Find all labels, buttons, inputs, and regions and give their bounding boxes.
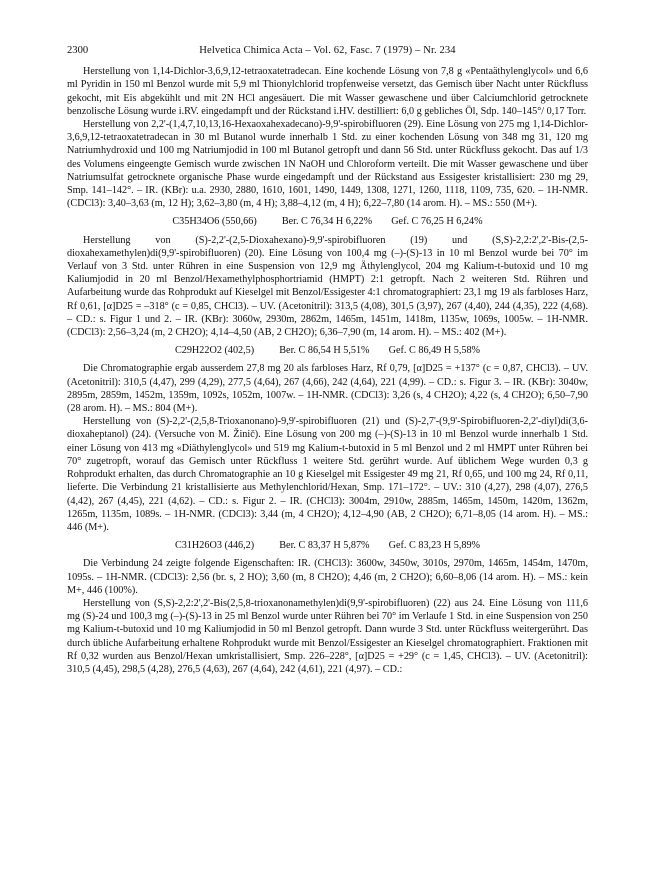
paragraph-spirobifluoren-29: Herstellung von 2,2'-(1,4,7,10,13,16-Hexaoxahexadecano)-9,9'-spirobifluoren (29). Eine Lösung von 275 mg 1,14-Dichlor-3,6,9,12-tetraoxatetradecan in 30 ml Butanol wurde innerhalb 1 Std. zu einer kochenden Lösung von 348 mg 31, 120 mg Natriumhydroxid und 100 mg Natriumjodid in 100 ml Butanol getropft und dann 56 Std. unter Rückfluss gekocht. Das auf 1/3 des Volumens eingeengte Gemisch wurde zwischen 1N NaOH und Chloroform verteilt. Die mit Wasser gewaschene und über Natriumsulfat getrocknete organische Phase wurde eingedampft und der Rückstand aus Essigester kristallisiert: 230 mg 29, Smp. 141–142°. – IR. (KBr): u.a. 2930, 2880, 1610, 1601, 1490, 1449, 1308, 1271, 1260, 1118, 1109, 735, 620. – 1H-NMR. (CDCl3): 3,40–3,63 (m, 12 H); 3,62–3,80 (m, 4 H); 3,88–4,12 (m, 4 H); 6,22–7,80 (14 arom. H). – MS.: 550 (M+). <box>67 119 588 210</box>
formula-19-found: Gef. C 86,49 H 5,58% <box>388 345 481 357</box>
paragraph-compound-24-properties: Die Verbindung 24 zeigte folgende Eigenschaften: IR. (CHCl3): 3600w, 3450w, 3010s, 2970m, 1465m, 1454m, 1470m, 1095s. – 1H-NMR. (CDCl3): 2,56 (br. s, 2 HO); 3,60 (m, 8 CH2O); 4,46 (m, 2 CH2O); 6,60–8,06 (14 arom. H). – MS.: kein M+, 446 (100%). <box>67 558 588 596</box>
formula-21: C31H26O3 (446,2) <box>174 540 255 552</box>
formula-19: C29H22O2 (402,5) <box>174 345 255 357</box>
paragraph-compound-21-24: Herstellung von (S)-2,2'-(2,5,8-Trioxanonano)-9,9'-spirobifluoren (21) und (S)-2,7'-(9,9'-Spirobifluoren-2,2'-diyl)di(3,6-dioxaheptanol) (24). (Versuche von M. Žinič). Eine Lösung von 200 mg (–)-(S)-13 in 10 ml Benzol wurde innerhalb 1 Std. einer Lösung von 413 mg «Diäthylenglycol» und 519 mg Kalium-t-butoxid in 5 ml Benzol und 2 ml HMPT unter Rühren bei 70° zugetropft, worauf das Gemisch unter Rückfluss 1 weitere Std. gerührt wurde. Auf üblichem Wege wurden 0,3 g Rohprodukt erhalten, das durch Chromatographie an 10 g Kieselgel mit Essigester 49 mg 21, Rf 0,65, und 100 mg 24, Rf 0,11, lieferte. Die Verbindung 21 kristallisierte aus Methylenchlorid/Hexan, Smp. 171–172°. – UV.: 310 (4,27), 298 (4,07), 276,5 (4,42), 267 (4,45), 221 (4,62). – CD.: s. Figur 2. – IR. (CHCl3): 3004m, 2910w, 2885m, 1465m, 1450m, 1420m, 1362m, 1265m, 1135m, 1089s. – 1H-NMR. (CDCl3): 3,44 (m, 4 CH2O); 4,12–4,90 (AB, 2 CH2O); 6,71–8,05 (14 arom. H). – MS.: 446 (M+). <box>67 416 588 533</box>
formula-19-calc: Ber. C 86,54 H 5,51% <box>279 345 370 357</box>
elemental-analysis-21 <box>67 539 588 552</box>
journal-title: Helvetica Chimica Acta – Vol. 62, Fasc. 7 (1979) – Nr. 234 <box>199 45 456 56</box>
elemental-analysis-29 <box>67 215 588 228</box>
page-header <box>67 44 588 57</box>
paragraph-compound-19-20: Herstellung von (S)-2,2'-(2,5-Dioxahexano)-9,9'-spirobifluoren (19) und (S,S)-2,2:2',2'-Bis-(2,5-dioxahexamethylen)di(9,9'-spirobifluoren) (20). Eine Lösung von 100,4 mg (–)-(S)-13 in 10 ml Benzol wurde bei 70° im Verlauf von 3 Std. unter Rühren in eine Suspension von 12,9 mg Äthylenglycol, 204 mg Kalium-t-butoxid und 10 mg Kaliumjodid in 20 ml Benzol/Hexamethylphosphortriamid (HMPT) 2:1 getropft. Nach 2 weiteren Std. Rühren und Aufarbeitung wurde das Rohprodukt auf Kieselgel mit Benzol/Essigester 4:1 chromatographiert: 23,1 mg 19 als farbloses Harz, Rf 0,61, [α]D25 = –318° (c = 0,85, CHCl3). – UV. (Acetonitril): 313,5 (4,08), 301,5 (3,97), 267 (4,40), 244 (4,35), 222 (4,68). – CD.: s. Figur 1 und 2. – IR. (KBr): 3060w, 2930m, 2862m, 1465m, 1451m, 1418m, 1135w, 1069s, 1005w. – 1H-NMR. (CDCl3): 2,56–3,24 (m, 2 CH2O); 4,14–4,50 (AB, 2 CH2O); 6,36–7,90 (m, 14 arom. H). – MS.: 402 (M+). <box>67 234 588 339</box>
page-number: 2300 <box>67 45 89 56</box>
paragraph-compound-22: Herstellung von (S,S)-2,2:2',2'-Bis(2,5,8-trioxanonamethylen)di(9,9'-spirobifluoren) (22) aus 24. Eine Lösung von 111,6 mg (S)-24 und 100,3 mg (–)-(S)-13 in 25 ml Benzol wurde unter Rühren bei 70° im Verlaufe 1 Std. in eine Suspension von 250 mg Kalium-t-butoxid und 10 mg Kaliumjodid in 50 ml Benzol getropft. Dann wurde 3 Std. unter Rückfluss weitergerührt. Das durch übliche Aufarbeitung erhaltene Rohprodukt wurde mit Benzol/Essigester an Kieselgel chromatographiert. Fraktionen mit Rf 0,32 wurden aus Benzol/Hexan umkristallisiert, Smp. 226–228°, [α]D25 = +29° (c = 1,45, CHCl3). – UV. (Acetonitril): 310,5 (4,45), 298,5 (4,28), 276,5 (4,63), 267 (4,64), 242 (4,61), 221 (4,97). – CD.: <box>67 597 588 675</box>
formula-29-found: Gef. C 76,25 H 6,24% <box>391 216 483 228</box>
formula-21-found: Gef. C 83,23 H 5,89% <box>388 540 481 552</box>
formula-29-calc: Ber. C 76,34 H 6,22% <box>281 216 373 228</box>
formula-29: C35H34O6 (550,66) <box>172 216 257 228</box>
paragraph-compound-20: Die Chromatographie ergab ausserdem 27,8 mg 20 als farbloses Harz, Rf 0,79, [α]D25 = +137° (c = 0,87, CHCl3). – UV. (Acetonitril): 310,5 (4,47), 299 (4,29), 277,5 (4,64), 267 (4,66), 242 (4,64), 221 (4,99). – CD.: s. Figur 3. – IR. (KBr): 3040w, 2895m, 2859m, 1452m, 1359m, 1092s, 1052m, 1007w. – 1H-NMR. (CDCl3): 3,26 (s, 4 CH2O); 4,22 (s, 4 CH2O); 6,50–7,90 (28 arom. H). – MS.: 804 (M+). <box>67 363 588 415</box>
paragraph-dichlor: Herstellung von 1,14-Dichlor-3,6,9,12-tetraoxatetradecan. Eine kochende Lösung von 7,8 g «Pentaäthylenglycol» und 6,6 ml Pyridin in 150 ml Benzol wurde mit 5,9 ml Thionylchlorid tropfenweise versetzt, das Gemisch über Nacht unter Rückfluss gekocht, mit Eis abgekühlt und mit 2N HCl angesäuert. Die mit Wasser gewaschene und über Calciumchlorid getrocknete benzolische Lösung wurde i.RV. eingedampft und der Rückstand i.HV. destilliert: 6,0 g gebliches Öl, Sdp. 140–145°/ 0,17 Torr. <box>67 66 588 117</box>
elemental-analysis-19 <box>67 344 588 357</box>
formula-21-calc: Ber. C 83,37 H 5,87% <box>279 540 370 552</box>
